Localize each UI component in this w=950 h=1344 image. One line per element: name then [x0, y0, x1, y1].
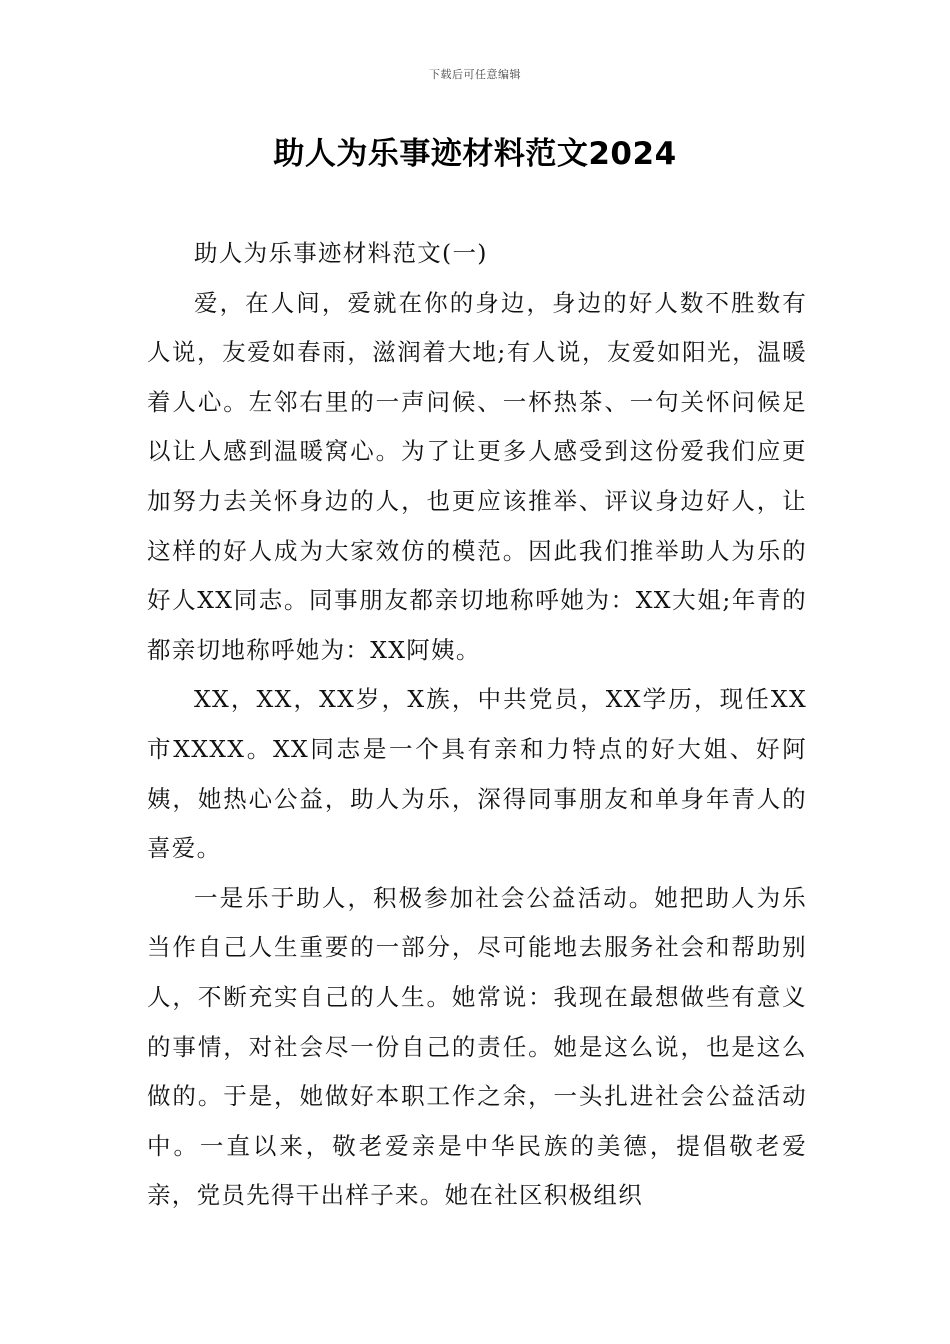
section-heading: 助人为乐事迹材料范文(一) — [194, 239, 488, 267]
document-body — [147, 229, 807, 1221]
paragraph: 爱，在人间，爱就在你的身边，身边的好人数不胜数有人说，友爱如春雨，滋润着大地;有人说，友爱如阳光，温暖着人心。左邻右里的一声问候、一杯热茶、一句关怀问候足以让人感到温暖窝心。为了让更多人感受到这份爱我们应更加努力去关怀身边的人，也更应该推举、评议身边好人，让这样的好人成为大家效仿的模范。因此我们推举助人为乐的好人XX同志。同事朋友都亲切地称呼她为：XX大姐;年青的都亲切地称呼她为：XX阿姨。 — [147, 288, 807, 664]
header-note: 下载后可任意编辑 — [429, 68, 521, 81]
paragraph: XX，XX，XX岁，X族，中共党员，XX学历，现任XX市XXXX。XX同志是一个具有亲和力特点的好大姐、好阿姨，她热心公益，助人为乐，深得同事朋友和单身年青人的喜爱。 — [147, 685, 807, 863]
document-title: 助人为乐事迹材料范文2024 — [273, 136, 677, 172]
paragraph: 一是乐于助人，积极参加社会公益活动。她把助人为乐当作自己人生重要的一部分，尽可能地去服务社会和帮助别人，不断充实自己的人生。她常说：我现在最想做些有意义的事情，对社会尽一份自己的责任。她是这么说，也是这么做的。于是，她做好本职工作之余，一头扎进社会公益活动中。一直以来，敬老爱亲是中华民族的美德，提倡敬老爱亲，党员先得干出样子来。她在社区积极组织 — [147, 883, 807, 1210]
